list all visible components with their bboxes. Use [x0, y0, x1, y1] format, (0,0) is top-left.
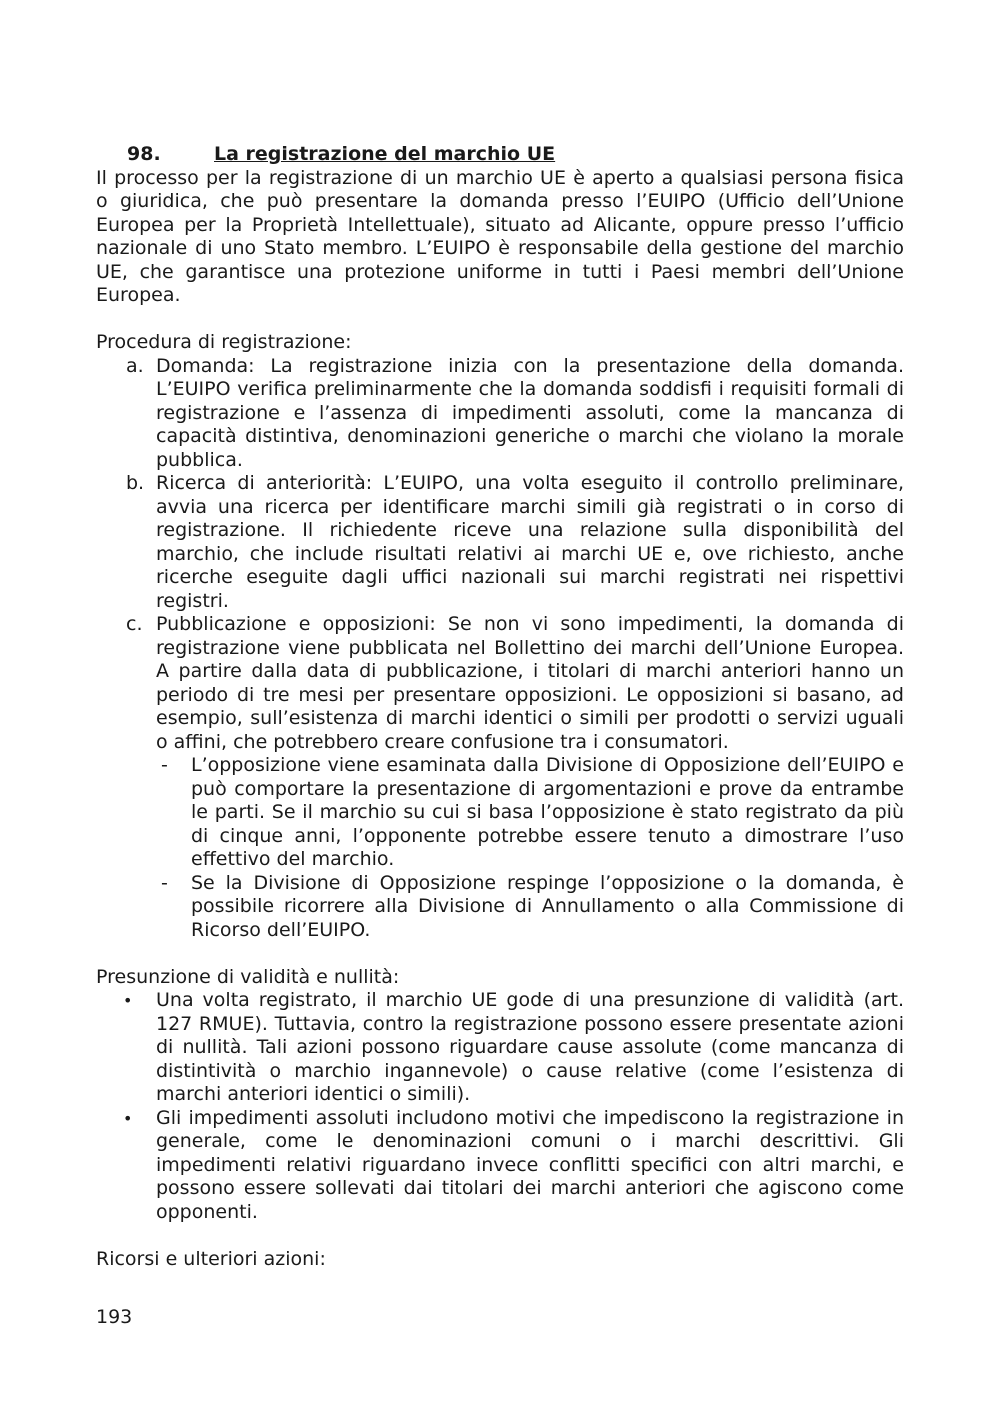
dash-marker: -: [161, 871, 168, 894]
appeals-title: Ricorsi e ulteriori azioni:: [96, 1247, 326, 1270]
list-item: [126, 354, 904, 473]
list-marker: c.: [126, 613, 143, 635]
dash-marker: -: [161, 754, 168, 776]
list-item-text: Domanda: La registrazione inizia con la presentazione della domanda. L’EUIPO verifica preliminarmente che la domanda soddisfi i requisiti formali di registrazione e l’assenza di impedimenti assoluti, come la mancanza di capacità distintiva, denominazioni generiche o marchi che violano la morale pubblica.: [156, 354, 904, 471]
page-number: 193: [96, 1306, 133, 1328]
validity-list: [96, 989, 904, 1224]
list-item: [123, 989, 904, 1107]
procedure-title: Procedura di registrazione:: [96, 331, 352, 353]
procedure-list: [96, 355, 904, 943]
section-title: La registrazione del marchio UE: [214, 143, 556, 165]
intro-paragraph: Il processo per la registrazione di un marchio UE è aperto a qualsiasi persona fisica o giuridica, che può presentare la domanda presso l’EUIPO (Ufficio dell’Unione Europea per la Proprietà Intellettuale), situato ad Alicante, oppure presso l’ufficio nazionale di uno Stato membro. L’EUIPO è responsabile della gestione del marchio UE, che garantisce una protezione uniforme in tutti i Paesi membri dell’Unione Europea.: [96, 166, 904, 306]
list-marker: a.: [126, 354, 144, 377]
list-item: [123, 1106, 904, 1225]
validity-title: Presunzione di validità e nullità:: [96, 965, 400, 988]
sub-list: [156, 754, 904, 942]
list-item-text: Pubblicazione e opposizioni: Se non vi sono impedimenti, la domanda di registrazione viene pubblicata nel Bollettino dei marchi dell’Unione Europea. A partire dalla data di pubblicazione, i titolari di marchi anteriori hanno un periodo di tre mesi per presentare opposizioni. Le opposizioni si basano, ad esempio, sull’esistenza di marchi identici o simili per prodotti o servizi uguali o affini, che potrebbero creare confusione tra i consumatori.: [156, 613, 904, 753]
bullet-marker: •: [123, 991, 133, 1010]
section-number: 98.: [127, 143, 161, 165]
list-item-text: Una volta registrato, il marchio UE gode di una presunzione di validità (art. 127 RMUE). Tuttavia, contro la registrazione possono essere presentate azioni di nullità. Tali azioni possono riguardare cause assolute (come mancanza di distintività o marchio ingannevole) o cause relative (come l’esistenza di marchi anteriori identici o simili).: [156, 989, 904, 1105]
list-item: [126, 613, 904, 942]
list-marker: b.: [126, 472, 145, 494]
bullet-marker: •: [123, 1108, 133, 1128]
sub-list-item-text: Se la Divisione di Opposizione respinge l’opposizione o la domanda, è possibile ricorrere alla Divisione di Annullamento o alla Commissione di Ricorso dell’EUIPO.: [191, 871, 904, 941]
sub-list-item: [161, 871, 904, 943]
document-body: [96, 143, 904, 1271]
list-item-text: Gli impedimenti assoluti includono motivi che impediscono la registrazione in generale, come le denominazioni comuni o i marchi descrittivi. Gli impedimenti relativi riguardano invece conflitti specifici con altri marchi, e possono essere sollevati dai titolari dei marchi anteriori che agiscono come opponenti.: [156, 1106, 904, 1223]
list-item-text: Ricerca di anteriorità: L’EUIPO, una volta eseguito il controllo preliminare, avvia una ricerca per identificare marchi simili già registrati o in corso di registrazione. Il richiedente riceve una relazione sulla disponibilità del marchio, che include risultati relativi ai marchi UE e, ove richiesto, anche ricerche eseguite dagli uffici nazionali sui marchi registrati nei rispettivi registri.: [156, 472, 904, 612]
sub-list-item: [161, 754, 904, 872]
sub-list-item-text: L’opposizione viene esaminata dalla Divisione di Opposizione dell’EUIPO e può comportare la presentazione di argomentazioni e prove da entrambe le parti. Se il marchio su cui si basa l’opposizione è stato registrato da più di cinque anni, l’opponente potrebbe essere tenuto a dimostrare l’uso effettivo del marchio.: [191, 754, 904, 870]
list-item: [126, 472, 904, 613]
section-heading: [96, 143, 904, 167]
